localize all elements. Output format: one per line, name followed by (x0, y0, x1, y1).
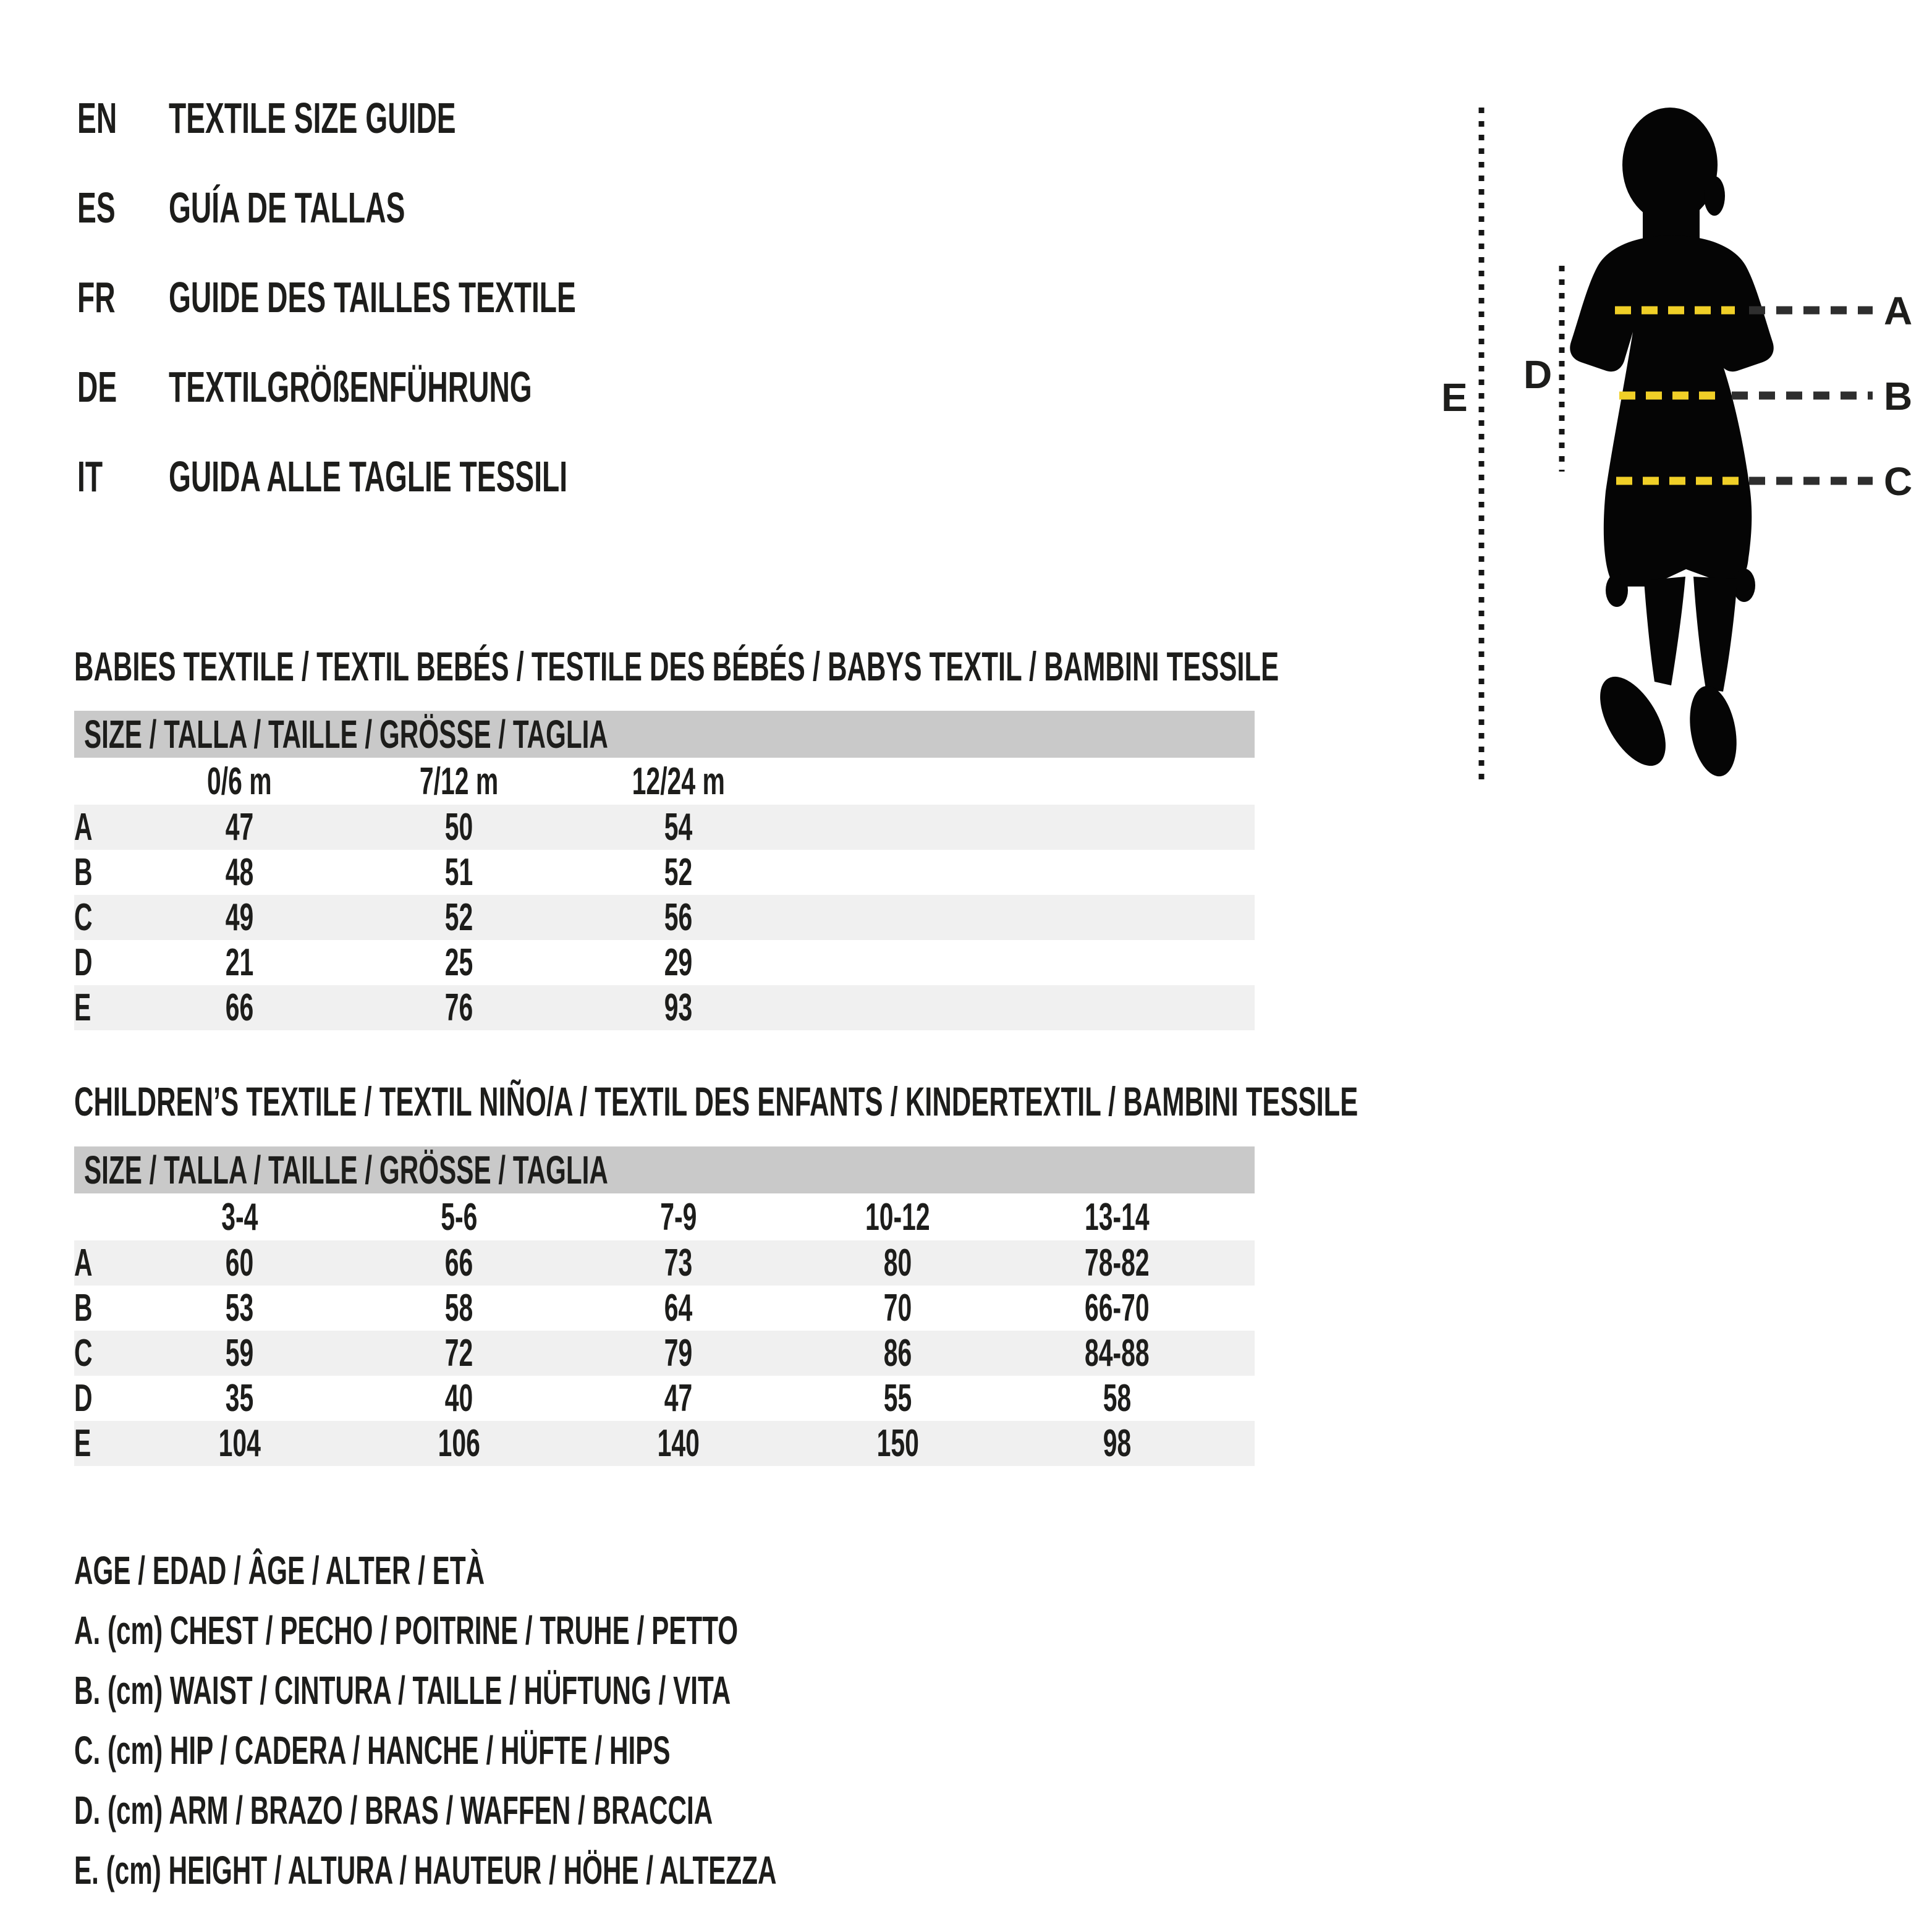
cell-value: 72 (444, 1332, 473, 1375)
table-row-children-c (74, 1331, 1255, 1376)
cell-value: 21 (225, 941, 254, 984)
children-section-title (74, 1077, 1932, 1126)
row-label: D (74, 941, 93, 984)
lang-code-en: EN (77, 93, 117, 142)
cell-value: 51 (444, 851, 473, 894)
babies-col-7-12m: 7/12 m (419, 760, 499, 803)
lang-code-de: DE (77, 362, 117, 411)
lang-row-it (77, 431, 786, 521)
cell-value: 93 (664, 986, 693, 1029)
lang-title-de: TEXTILGRÖßENFÜHRUNG (169, 362, 532, 411)
cell-value: 53 (225, 1287, 254, 1329)
lang-row-fr (77, 252, 786, 342)
lang-code-es: ES (77, 183, 116, 232)
cell-value: 86 (883, 1332, 912, 1375)
cell-value: 58 (1103, 1377, 1132, 1420)
cell-value: 54 (664, 806, 693, 849)
row-label: A (74, 1242, 93, 1284)
children-size-table (74, 1146, 1255, 1466)
cell-value: 60 (225, 1242, 254, 1284)
table-row-babies-e (74, 985, 1255, 1030)
children-col-13-14: 13-14 (1085, 1195, 1150, 1239)
lang-title-it: GUIDA ALLE TAGLIE TESSILI (169, 452, 568, 501)
figure-label-b: B (1884, 374, 1913, 418)
legend-age: AGE / EDAD / ÂGE / ALTER / ETÀ (74, 1548, 485, 1593)
cell-value: 66 (444, 1242, 473, 1284)
cell-value: 58 (444, 1287, 473, 1329)
children-col-10-12: 10-12 (865, 1195, 930, 1239)
cell-value: 50 (444, 806, 473, 849)
cell-value: 98 (1103, 1422, 1132, 1465)
legend-hip: C. (cm) HIP / CADERA / HANCHE / HÜFTE / HIPS (74, 1727, 671, 1773)
cell-value: 49 (225, 896, 254, 939)
cell-value: 76 (444, 986, 473, 1029)
measurement-legend (74, 1540, 1138, 1900)
children-size-header-band (74, 1146, 1255, 1193)
lang-title-es: GUÍA DE TALLAS (169, 183, 405, 232)
cell-empty (1227, 1421, 1255, 1466)
table-row-babies-b (74, 850, 1255, 895)
lang-code-fr: FR (77, 273, 116, 321)
cell-empty (788, 895, 1255, 940)
cell-value: 70 (883, 1287, 912, 1329)
cell-value: 47 (225, 806, 254, 849)
cell-value: 48 (225, 851, 254, 894)
cell-empty (788, 805, 1255, 850)
cell-value: 80 (883, 1242, 912, 1284)
figure-label-c: C (1884, 459, 1913, 504)
babies-size-header-band (74, 711, 1255, 758)
cell-value: 84-88 (1085, 1332, 1150, 1375)
lang-code-it: IT (77, 452, 103, 501)
legend-chest: A. (cm) CHEST / PECHO / POITRINE / TRUHE / PETTO (74, 1608, 739, 1653)
row-label: E (74, 986, 91, 1029)
table-row-babies-c (74, 895, 1255, 940)
table-row-children-a (74, 1240, 1255, 1286)
row-label: E (74, 1422, 91, 1465)
figure-label-e: E (1441, 375, 1468, 420)
cell-empty (788, 940, 1255, 985)
lang-title-en: TEXTILE SIZE GUIDE (169, 93, 456, 142)
cell-value: 79 (664, 1332, 693, 1375)
row-label: B (74, 851, 93, 894)
cell-value: 106 (438, 1422, 480, 1465)
cell-value: 35 (225, 1377, 254, 1420)
babies-section-title (74, 642, 1899, 691)
babies-section-title-text: BABIES TEXTILE / TEXTIL BEBÉS / TESTILE DES BÉBÉS / BABYS TEXTIL / BAMBINI TESSILE (74, 643, 1279, 689)
cell-empty (788, 850, 1255, 895)
children-col-3-4: 3-4 (221, 1195, 258, 1239)
lang-title-fr: GUIDE DES TAILLES TEXTILE (169, 273, 576, 321)
table-row-children-b (74, 1286, 1255, 1331)
figure-label-d: D (1523, 352, 1553, 397)
table-row-babies-a (74, 805, 1255, 850)
cell-value: 78-82 (1085, 1242, 1150, 1284)
cell-value: 52 (444, 896, 473, 939)
cell-value: 29 (664, 941, 693, 984)
lang-row-de (77, 342, 786, 431)
cell-value: 59 (225, 1332, 254, 1375)
babies-col-filler (788, 758, 1255, 805)
cell-value: 140 (657, 1422, 700, 1465)
babies-column-header-row (74, 758, 1255, 805)
table-row-children-d (74, 1376, 1255, 1421)
children-col-filler (1227, 1193, 1255, 1240)
language-title-list (77, 73, 786, 521)
cell-empty (1227, 1286, 1255, 1331)
children-col-corner (74, 1193, 130, 1240)
cell-empty (788, 985, 1255, 1030)
babies-size-table (74, 711, 1255, 1030)
figure-label-a: A (1884, 289, 1913, 333)
row-label: B (74, 1287, 93, 1329)
cell-value: 66 (225, 986, 254, 1029)
cell-empty (1227, 1240, 1255, 1286)
cell-value: 55 (883, 1377, 912, 1420)
children-size-header-text: SIZE / TALLA / TAILLE / GRÖSSE / TAGLIA (84, 1148, 608, 1192)
cell-value: 52 (664, 851, 693, 894)
lang-row-es (77, 163, 786, 252)
cell-value: 56 (664, 896, 693, 939)
cell-value: 47 (664, 1377, 693, 1420)
row-label: D (74, 1377, 93, 1420)
babies-col-corner (74, 758, 130, 805)
legend-waist: B. (cm) WAIST / CINTURA / TAILLE / HÜFTUNG / VITA (74, 1667, 731, 1713)
babies-col-12-24m: 12/24 m (632, 760, 725, 803)
cell-value: 64 (664, 1287, 693, 1329)
babies-size-header-text: SIZE / TALLA / TAILLE / GRÖSSE / TAGLIA (84, 712, 608, 756)
cell-empty (1227, 1331, 1255, 1376)
children-column-header-row (74, 1193, 1255, 1240)
row-label: C (74, 896, 93, 939)
table-row-babies-d (74, 940, 1255, 985)
cell-value: 104 (218, 1422, 261, 1465)
cell-empty (1227, 1376, 1255, 1421)
legend-arm: D. (cm) ARM / BRAZO / BRAS / WAFFEN / BRACCIA (74, 1787, 713, 1832)
row-label: A (74, 806, 93, 849)
table-row-children-e (74, 1421, 1255, 1466)
legend-height: E. (cm) HEIGHT / ALTURA / HAUTEUR / HÖHE / ALTEZZA (74, 1847, 777, 1892)
lang-row-en (77, 73, 786, 163)
cell-value: 150 (876, 1422, 919, 1465)
row-label: C (74, 1332, 93, 1375)
children-col-5-6: 5-6 (440, 1195, 478, 1239)
babies-col-0-6m: 0/6 m (207, 760, 272, 803)
cell-value: 73 (664, 1242, 693, 1284)
children-section-title-text: CHILDREN’S TEXTILE / TEXTIL NIÑO/A / TEXTIL DES ENFANTS / KINDERTEXTIL / BAMBINI TESSILE (74, 1078, 1358, 1124)
cell-value: 40 (444, 1377, 473, 1420)
cell-value: 66-70 (1085, 1287, 1150, 1329)
cell-value: 25 (444, 941, 473, 984)
children-col-7-9: 7-9 (659, 1195, 697, 1239)
